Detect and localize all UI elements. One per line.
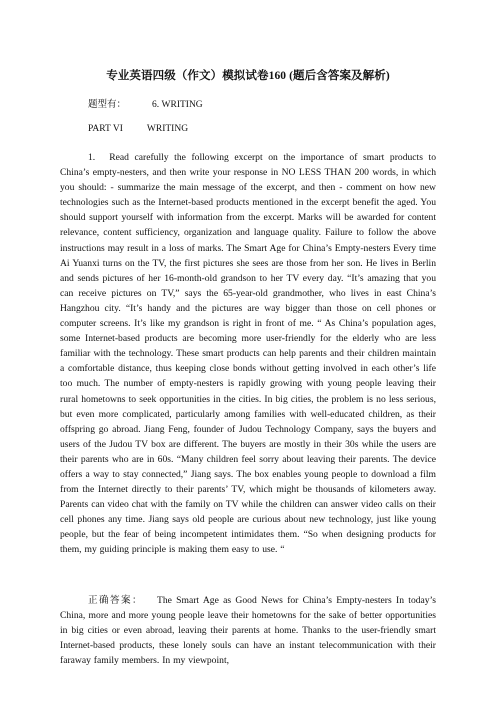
- question-text: Read carefully the following excerpt on the importance of smart products to China’s empty-nesters, and then write your response in NO LESS THAN 200 words, in which you should: - summarize the main message of the excerpt, and then - comment on how new technologies such as the Internet-based products mentioned in the excerpt benefit the aged. You should support yourself with information from the excerpt. Marks will be awarded for content relevance, content sufficiency, organization and language quality. Failure to follow the above instructions may result in a loss of marks. The Smart Age for China’s Empty-nesters Every time Ai Yuanxi turns on the TV, the first pictures she sees are those from her son. He lives in Berlin and sends pictures of her 16-month-old grandson to her TV every day. “It’s amazing that you can receive pictures on TV,” says the 65-year-old grandmother, who lives in east China’s Hangzhou city. “It’s handy and the pictures are way bigger than those on cell phones or computer screens. It’s like my grandson is right in front of me. “ As China’s population ages, some Internet-based products are becoming more user-friendly for the elderly who are less familiar with the technology. These smart products can help parents and their children maintain a comfortable distance, thus keeping close bonds without getting involved in each other’s life too much. The number of empty-nesters is rapidly growing with young people leaving their rural hometowns to seek opportunities in the cities. In big cities, the problem is no less serious, but even more complicated, particularly among families with well-educated children, as their offspring go abroad. Jiang Feng, founder of Judou Technology Company, says the buyers and users of the Judou TV box are different. The buyers are mostly in their 30s while the users are their parents who are in 60s. “Many children feel sorry about leaving their parents. The device offers a way to stay connected,” Jiang says. The box enables young people to download a film from the Internet directly to their parents’ TV, which might be thousands of kilometers away. Parents can video chat with the family on TV while the children can answer video calls on their cell phones any time. Jiang says old people are curious about new technology, just like young people, but the fear of being incompetent intimidates them. “So when designing products for them, my guiding principle is making them easy to use. “: [60, 152, 436, 556]
- answer-paragraph: [60, 593, 436, 668]
- part-label: PART VI: [88, 124, 123, 134]
- document-title: 专业英语四级（作文）模拟试卷160 (题后含答案及解析): [106, 70, 390, 82]
- part-line: [88, 124, 188, 134]
- question-number: 1.: [88, 152, 96, 163]
- answer-text: The Smart Age as Good News for China’s Empty-nesters In today’s China, more and more young people leave their hometowns for the sake of better opportunities in big cities or even abroad, leaving their parents at home. Thanks to the user-friendly smart Internet-based products, these lonely souls can have an instant telecommunication with their faraway family members. In my viewpoint,: [60, 595, 436, 667]
- question-type-label: 题型有：: [88, 100, 127, 110]
- answer-label: 正确答案：: [88, 595, 143, 606]
- question-type-line: [88, 96, 203, 110]
- question-type-value: 6. WRITING: [152, 100, 203, 110]
- part-value: WRITING: [146, 124, 189, 134]
- question-paragraph: [60, 150, 436, 558]
